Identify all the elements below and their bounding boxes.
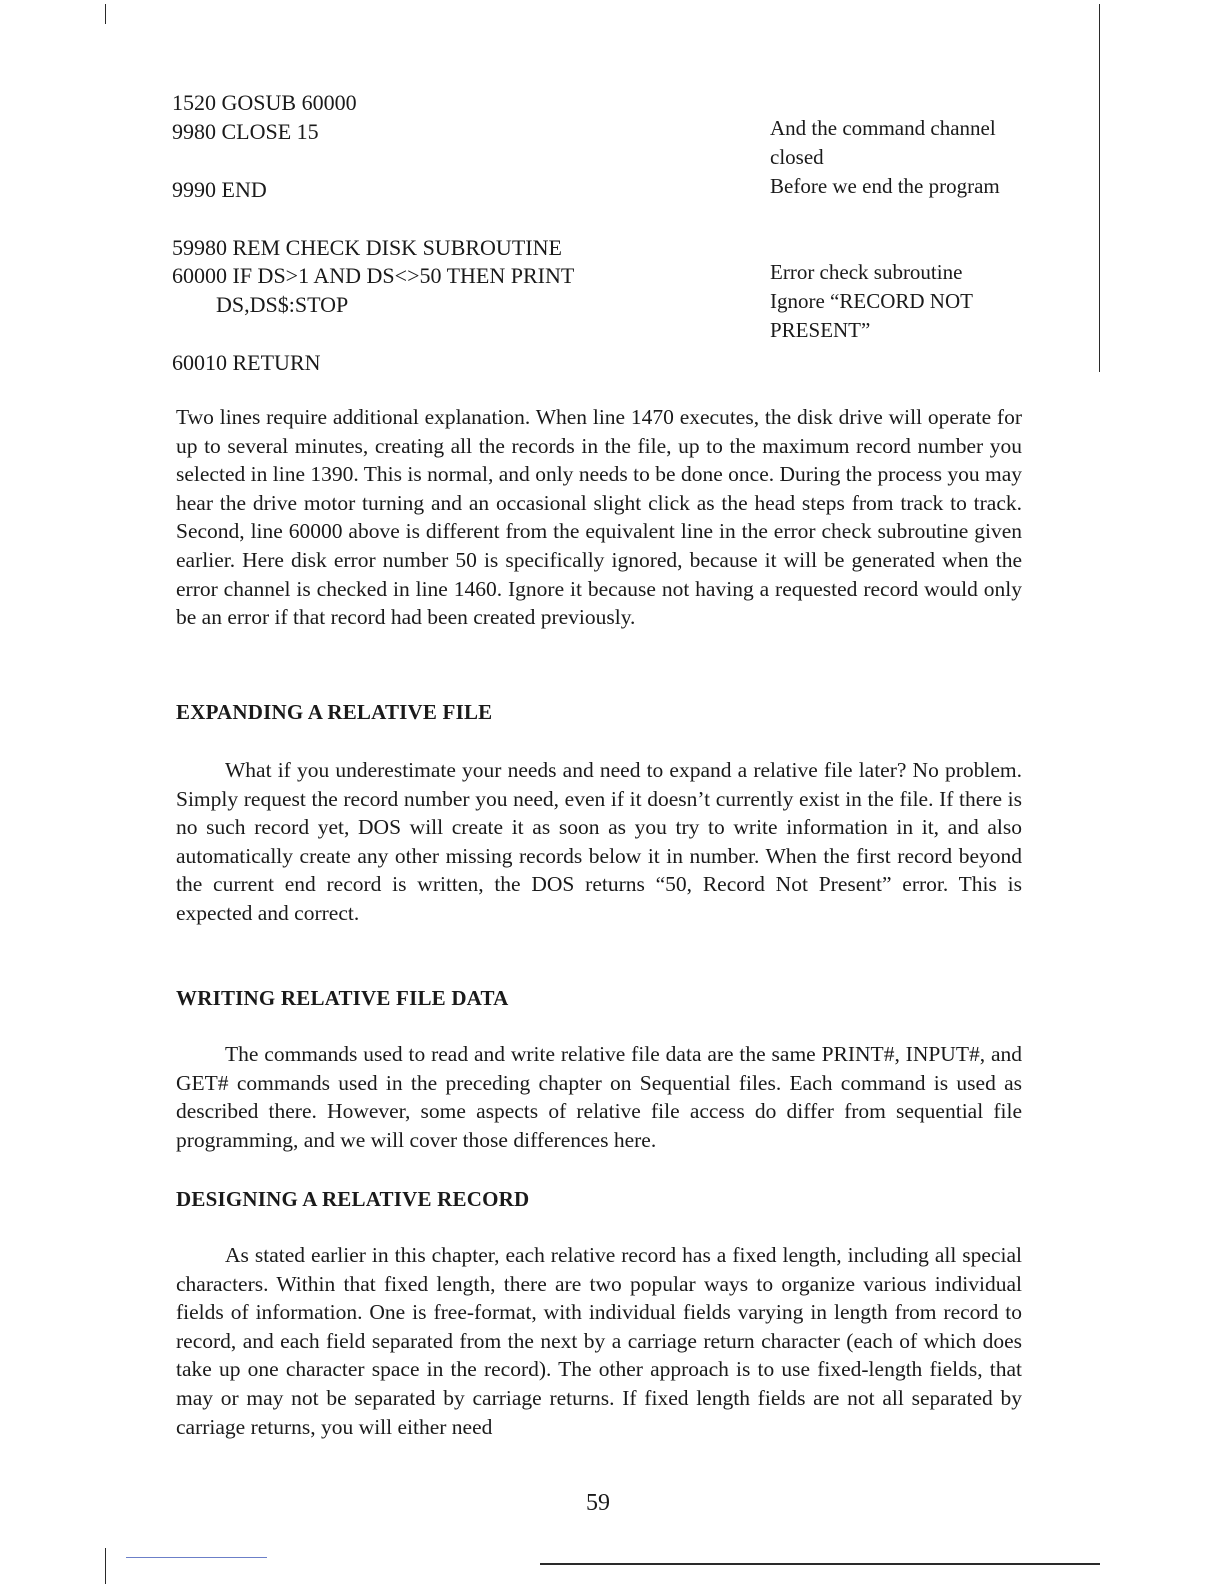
comment-close-channel: And the command channel closed: [770, 116, 996, 169]
code-line-9990: 9990 END: [172, 177, 267, 202]
paragraph-writing-relative-file-data: The commands used to read and write relative file data are the same PRINT#, INPUT#, and GET# commands used in the preceding chapter on Sequential files. Each command is used as described there. However, some aspects of relative file access do differ from sequential file programming, and we will cover those differences here.: [176, 1042, 1022, 1152]
code-line-9980: 9980 CLOSE 15: [172, 119, 319, 144]
left-margin-rule-bottom: [105, 1548, 106, 1584]
page-number: 59: [586, 1490, 610, 1516]
comment-end-program: Before we end the program: [770, 174, 1000, 198]
code-line-60000-cont: DS,DS$:STOP: [172, 292, 349, 317]
paragraph-designing-relative-record: As stated earlier in this chapter, each relative record has a fixed length, including all special characters. Within that fixed length, there are two popular ways to organize various individual fields of information. One is free-format, with individual fields varying in length from record to record, and each field separated from the next by a carriage return character (each of which does take up one character space in the record). The other approach is to use fixed-length fields, that may or may not be separated by carriage returns. If fixed length fields are not all separated by carriage returns, you will either need: [176, 1243, 1022, 1439]
bottom-right-rule: [540, 1563, 1100, 1565]
code-line-60010: 60010 RETURN: [172, 350, 321, 375]
comment-error-check: Error check subroutine: [770, 260, 963, 284]
heading-writing-relative-file-data: WRITING RELATIVE FILE DATA: [176, 986, 509, 1010]
code-line-1520: 1520 GOSUB 60000: [172, 90, 357, 115]
comment-ignore-record: Ignore “RECORD NOT PRESENT”: [770, 289, 973, 342]
paragraph-expanding-relative-file: What if you underestimate your needs and need to expand a relative file later? No problem. Simply request the record number you need, even if it doesn’t currently exist in the file. If there is no such record yet, DOS will create it as soon as you try to write information in it, and also automatically create any other missing records below it in number. When the first record beyond the current end record is written, the DOS returns “50, Record Not Present” error. This is expected and correct.: [176, 758, 1022, 925]
code-line-60000: 60000 IF DS>1 AND DS<>50 THEN PRINT: [172, 263, 575, 288]
heading-expanding-relative-file: EXPANDING A RELATIVE FILE: [176, 700, 493, 724]
code-line-59980: 59980 REM CHECK DISK SUBROUTINE: [172, 235, 562, 260]
heading-designing-relative-record: DESIGNING A RELATIVE RECORD: [176, 1187, 530, 1211]
right-margin-rule: [1099, 4, 1100, 372]
left-margin-rule-top: [105, 4, 106, 24]
explanation-paragraph: Two lines require additional explanation. When line 1470 executes, the disk drive will operate for up to several minutes, creating all the records in the file, up to the maximum record number you selected in line 1390. This is normal, and only needs to be done once. During the process you may hear the drive motor turning and an occasional slight click as the head steps from track to track. Second, line 60000 above is different from the equivalent line in the error check subroutine given earlier. Here disk error number 50 is specifically ignored, because it will be generated when the error channel is checked in line 1460. Ignore it because not having a requested record would only be an error if that record had been created previously.: [176, 405, 1022, 630]
bottom-left-blue-rule: [126, 1557, 267, 1558]
